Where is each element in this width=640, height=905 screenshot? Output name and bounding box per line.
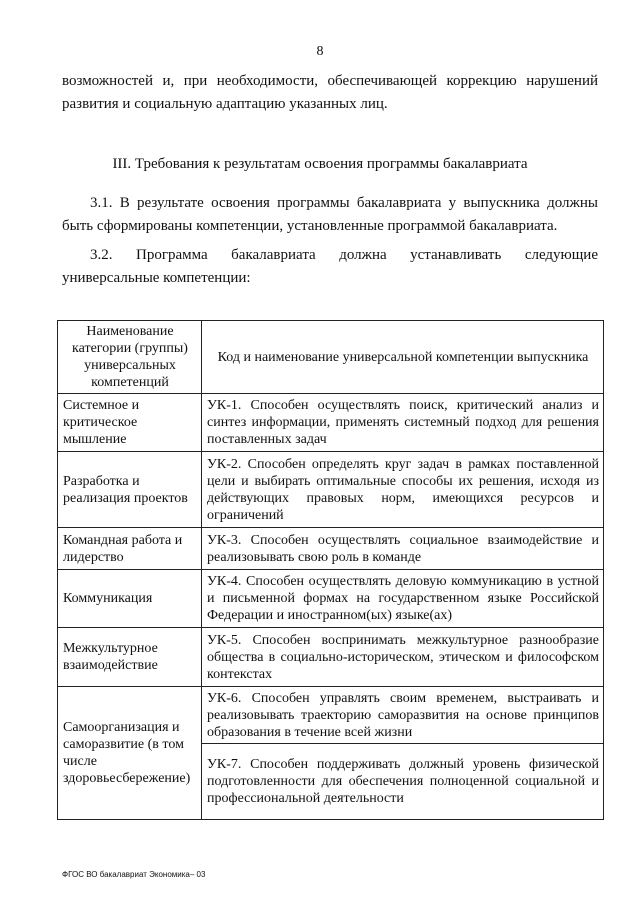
category-cell: Самоорганизация и саморазвитие (в том числе здоровьесбережение) (58, 687, 202, 820)
table-row (58, 452, 604, 528)
section-heading: III. Требования к результатам освоения программы бакалавриата (112, 156, 528, 172)
competencies-table (57, 320, 604, 820)
competency-cell: УК-5. Способен воспринимать межкультурное разнообразие общества в социально-историческом, этическом и философском контекстах (202, 628, 604, 687)
footer-note: ФГОС ВО бакалавриат Экономика– 03 (62, 870, 206, 879)
intro-paragraph (62, 70, 598, 116)
category-cell: Командная работа и лидерство (58, 528, 202, 570)
category-cell: Системное и критическое мышление (58, 394, 202, 452)
table-header-row (58, 321, 604, 394)
competency-cell: УК-6. Способен управлять своим временем, выстраивать и реализовывать траекторию саморазвития на основе принципов образования в течение всей жизни (202, 687, 604, 744)
table-row (58, 394, 604, 452)
intro-line-1: возможностей и, при необходимости, обеспечивающей коррекцию нарушений (62, 73, 598, 89)
intro-line-2: развития и социальную адаптацию указанных лиц. (62, 96, 388, 112)
category-cell: Разработка и реализация проектов (58, 452, 202, 528)
header-competency: Код и наименование универсальной компетенции выпускника (202, 321, 604, 394)
table-row (58, 628, 604, 687)
paragraph-3-1-line-2: быть сформированы компетенции, установленные программой бакалавриата. (62, 218, 558, 234)
table-row (58, 528, 604, 570)
page-number: 8 (316, 44, 324, 59)
header-category: Наименование категории (группы) универсальных компетенций (58, 321, 202, 394)
competency-cell: УК-4. Способен осуществлять деловую коммуникацию в устной и письменной формах на государственном языке Российской Федерации и иностранном(ых) языке(ах) (202, 570, 604, 628)
table-row (58, 687, 604, 744)
paragraph-3-1 (62, 192, 598, 238)
paragraph-3-2-line-1: 3.2. Программа бакалавриата должна устанавливать следующие (90, 247, 598, 263)
competency-cell: УК-1. Способен осуществлять поиск, критический анализ и синтез информации, применять системный подход для решения поставленных задач (202, 394, 604, 452)
category-cell: Межкультурное взаимодействие (58, 628, 202, 687)
paragraph-3-2-line-2: универсальные компетенции: (62, 270, 251, 286)
competency-cell: УК-3. Способен осуществлять социальное взаимодействие и реализовывать свою роль в команде (202, 528, 604, 570)
table-row (58, 570, 604, 628)
paragraph-3-1-line-1: 3.1. В результате освоения программы бакалавриата у выпускника должны (90, 195, 598, 211)
competency-cell: УК-7. Способен поддерживать должный уровень физической подготовленности для обеспечения полноценной социальной и профессиональной деятельности (202, 744, 604, 820)
paragraph-3-2 (62, 244, 598, 290)
category-cell: Коммуникация (58, 570, 202, 628)
competency-cell: УК-2. Способен определять круг задач в рамках поставленной цели и выбирать оптимальные способы их решения, исходя из действующих правовых норм, имеющихся ресурсов и ограничений (202, 452, 604, 528)
